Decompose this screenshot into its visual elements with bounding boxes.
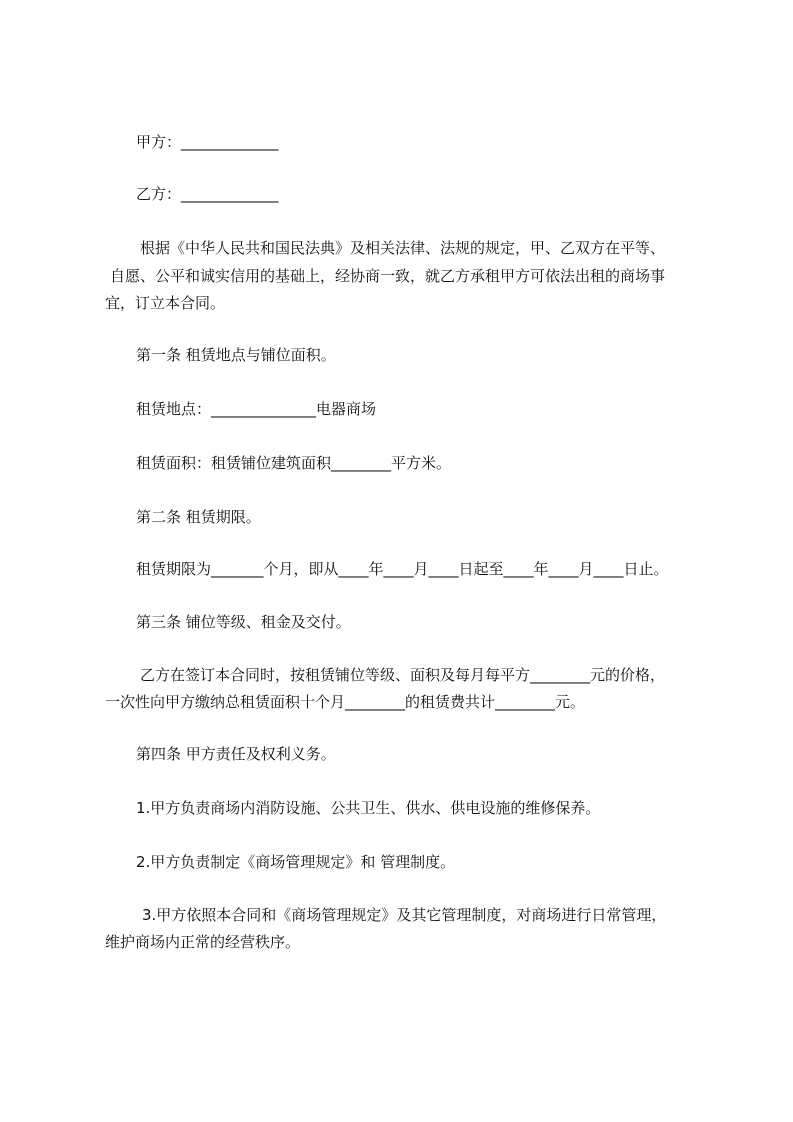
article-4-item-1: 1.甲方负责商场内消防设施、公共卫生、供水、供电设施的维修保养。 [136,799,601,817]
article-4-item-2: 2.甲方负责制定《商场管理规定》和 管理制度。 [136,853,456,871]
article-3-heading: 第三条 铺位等级、租金及交付。 [136,613,351,631]
party-b-line: 乙方：_____________ [136,185,279,203]
article-4-item-3-line-1: 3.甲方依照本合同和《商场管理规定》及其它管理制度，对商场进行日常管理， [142,906,667,924]
article-4-heading: 第四条 甲方责任及权利义务。 [136,745,336,763]
article-1-heading: 第一条 租赁地点与铺位面积。 [136,346,336,364]
article-4-item-3-line-2: 维护商场内正常的经营秩序。 [105,933,301,951]
intro-line-1: 根据《中华人民共和国民法典》及相关法律、法规的规定，甲、乙双方在平等、 [140,239,666,257]
intro-line-2: 自愿、公平和诚实信用的基础上，经协商一致，就乙方承租甲方可依法出租的商场事 [110,267,666,285]
article-3-body-line-2: 一次性向甲方缴纳总租赁面积十个月________的租赁费共计________元。 [105,693,586,711]
rental-term: 租赁期限为_______个月，即从____年____月____日起至____年____月____日止。 [136,560,669,578]
rental-area: 租赁面积：租赁铺位建筑面积________平方米。 [136,454,452,472]
intro-line-3: 宜，订立本合同。 [105,294,226,312]
article-3-body-line-1: 乙方在签订本合同时，按租赁铺位等级、面积及每月每平方________元的价格， [140,666,666,684]
rental-location: 租赁地点：______________电器商场 [136,400,377,418]
article-2-heading: 第二条 租赁期限。 [136,508,261,526]
party-a-line: 甲方：_____________ [136,133,279,151]
